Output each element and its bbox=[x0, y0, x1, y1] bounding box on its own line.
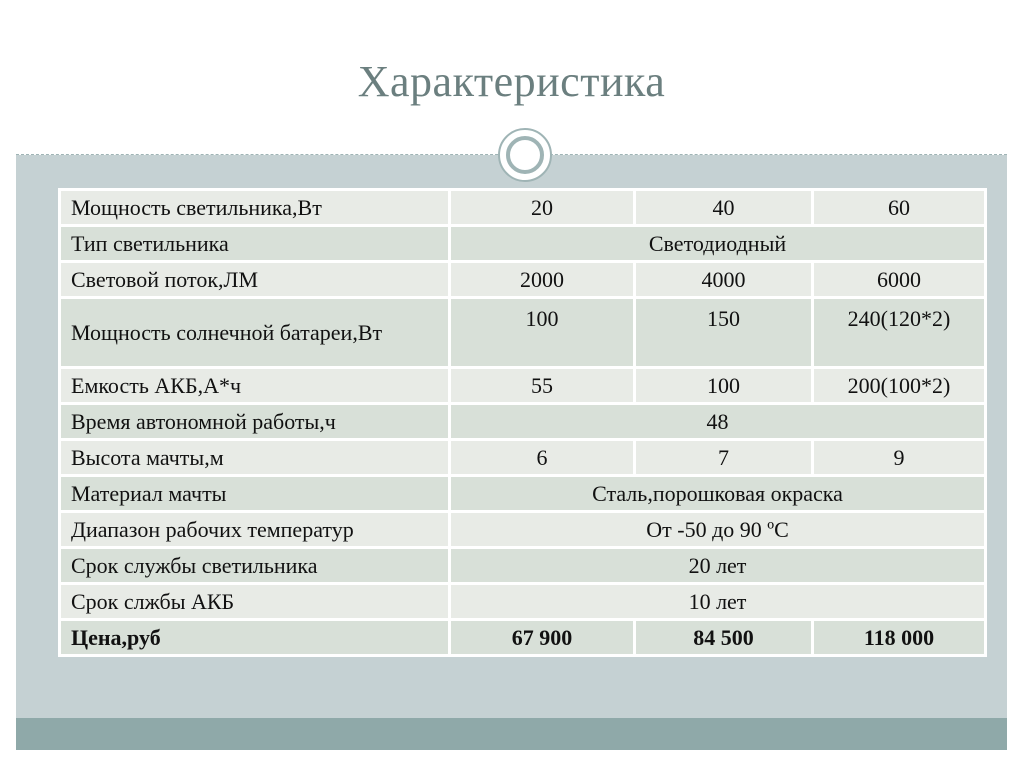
row-label: Мощность светильника,Вт bbox=[60, 190, 450, 226]
row-label: Время автономной работы,ч bbox=[60, 404, 450, 440]
table-row bbox=[60, 368, 986, 404]
table-row bbox=[60, 298, 986, 368]
table-row bbox=[60, 512, 986, 548]
cell-value-merged: 20 лет bbox=[450, 548, 986, 584]
table-row bbox=[60, 404, 986, 440]
cell-value: 6000 bbox=[813, 262, 986, 298]
row-label: Тип светильника bbox=[60, 226, 450, 262]
row-label: Высота мачты,м bbox=[60, 440, 450, 476]
cell-value: 55 bbox=[450, 368, 635, 404]
cell-value: 2000 bbox=[450, 262, 635, 298]
cell-value: 118 000 bbox=[813, 620, 986, 656]
table-row bbox=[60, 190, 986, 226]
cell-value: 100 bbox=[635, 368, 813, 404]
cell-value-merged: Светодиодный bbox=[450, 226, 986, 262]
bottom-band bbox=[16, 718, 1007, 750]
row-label: Срок слжбы АКБ bbox=[60, 584, 450, 620]
row-label: Световой поток,ЛМ bbox=[60, 262, 450, 298]
table-row bbox=[60, 476, 986, 512]
table-row-price bbox=[60, 620, 986, 656]
cell-value: 7 bbox=[635, 440, 813, 476]
table-row bbox=[60, 440, 986, 476]
row-label: Материал мачты bbox=[60, 476, 450, 512]
slide-title: Характеристика bbox=[357, 57, 666, 106]
table-row bbox=[60, 548, 986, 584]
row-label: Мощность солнечной батареи,Вт bbox=[60, 298, 450, 368]
cell-value: 40 bbox=[635, 190, 813, 226]
table-row bbox=[60, 584, 986, 620]
cell-value: 4000 bbox=[635, 262, 813, 298]
cell-value: 150 bbox=[635, 298, 813, 368]
cell-value-merged: 10 лет bbox=[450, 584, 986, 620]
cell-value-merged: От -50 до 90 ºС bbox=[450, 512, 986, 548]
cell-value: 6 bbox=[450, 440, 635, 476]
cell-value: 200(100*2) bbox=[813, 368, 986, 404]
cell-value: 60 bbox=[813, 190, 986, 226]
cell-value: 240(120*2) bbox=[813, 298, 986, 368]
circle-ornament-icon bbox=[498, 128, 552, 182]
cell-value: 67 900 bbox=[450, 620, 635, 656]
cell-value-merged: Сталь,порошковая окраска bbox=[450, 476, 986, 512]
row-label: Диапазон рабочих температур bbox=[60, 512, 450, 548]
cell-value: 9 bbox=[813, 440, 986, 476]
cell-value: 100 bbox=[450, 298, 635, 368]
cell-value: 20 bbox=[450, 190, 635, 226]
spec-table bbox=[58, 188, 987, 657]
cell-value: 84 500 bbox=[635, 620, 813, 656]
table-row bbox=[60, 262, 986, 298]
table-row bbox=[60, 226, 986, 262]
cell-value-merged: 48 bbox=[450, 404, 986, 440]
row-label: Емкость АКБ,А*ч bbox=[60, 368, 450, 404]
row-label: Цена,руб bbox=[60, 620, 450, 656]
row-label: Срок службы светильника bbox=[60, 548, 450, 584]
